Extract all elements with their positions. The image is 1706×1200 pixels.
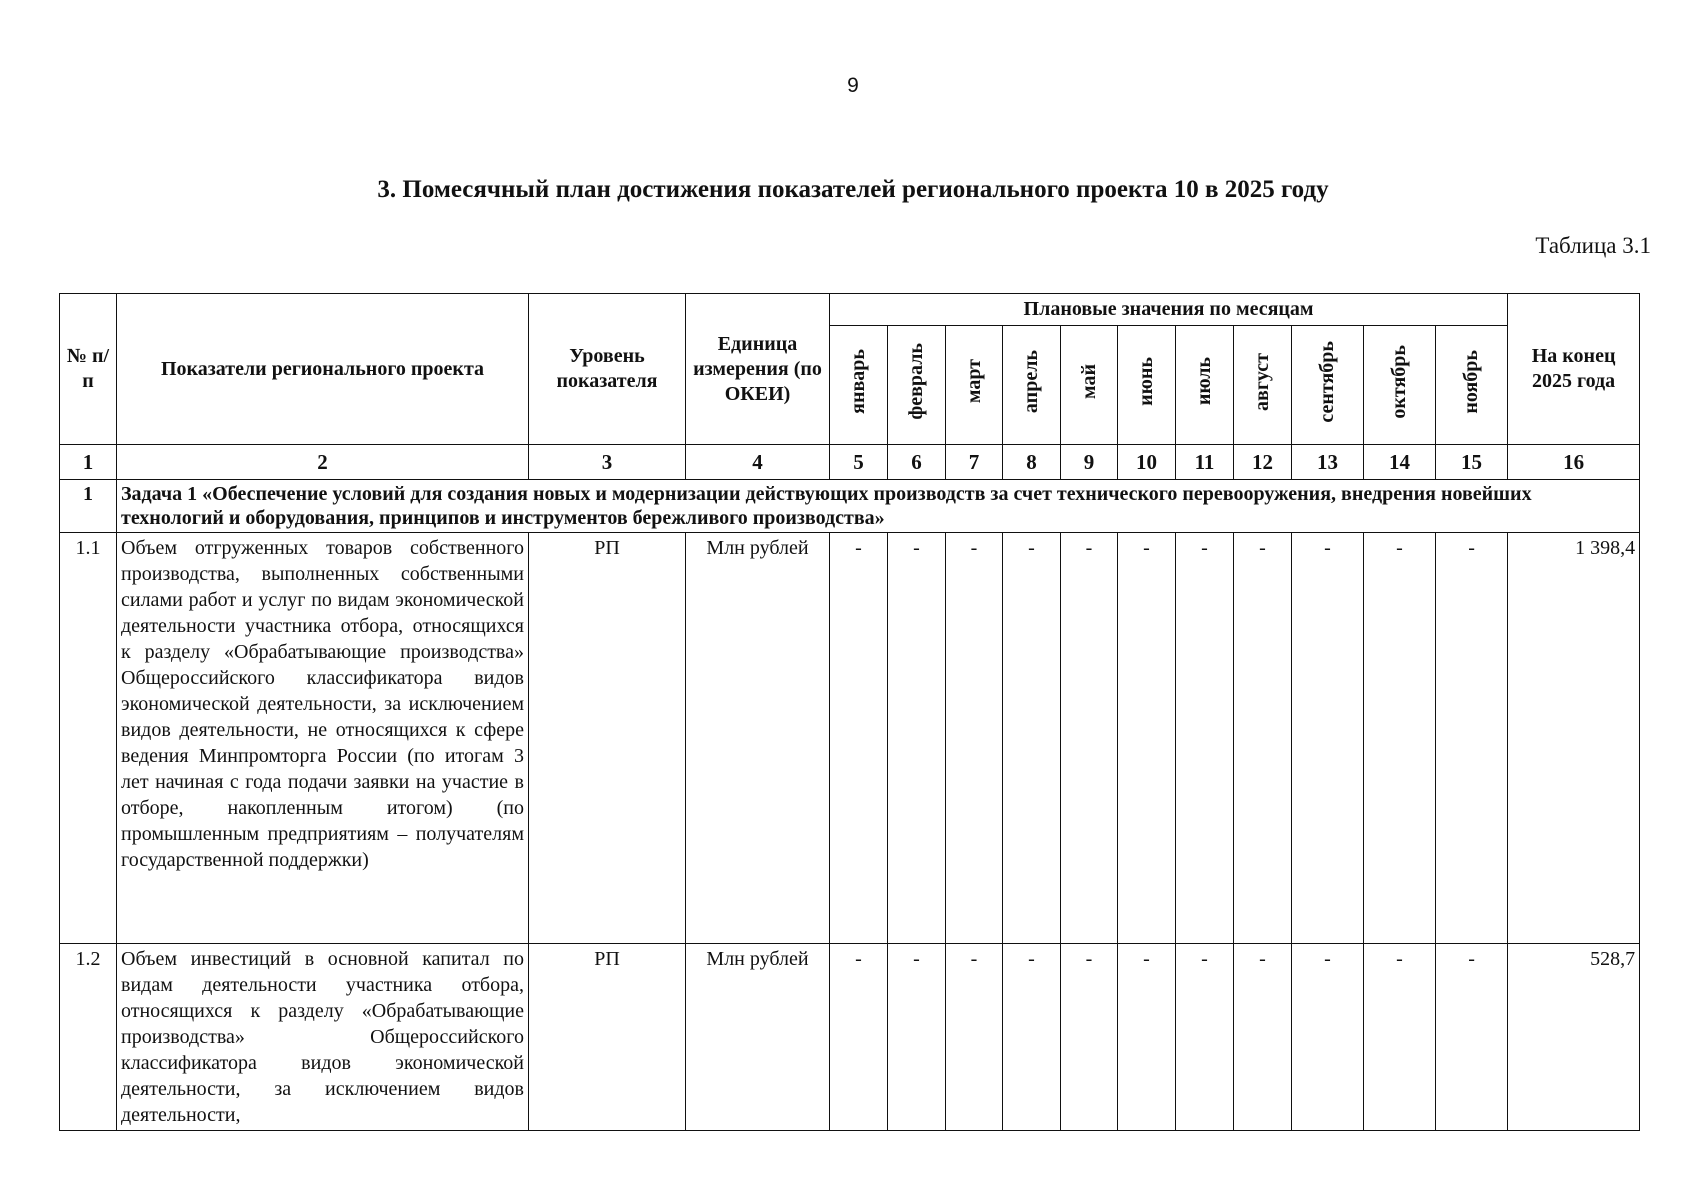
header-level: Уровень показателя	[529, 294, 686, 445]
row-indicator-name: Объем отгруженных товаров собственного производства, выполненных собственными силами работ и услуг по видам экономической деятельности участника отбора, относящихся к разделу «Обрабатывающие производства» Общероссийского классификатора видов экономической деятельности, за исключением видов деятельности, не относящихся к сфере ведения Минпромторга России (по итогам 3 лет начиная с года подачи заявки на участие в отборе, накопленным итогом) (по промышленным предприятиям – получателям государственной поддержки)	[117, 533, 529, 944]
task-text: Задача 1 «Обеспечение условий для создания новых и модернизации действующих производств за счет технического перевооружения, внедрения новейших технологий и оборудования, принципов и инструментов бережливого производства»	[117, 480, 1640, 533]
header-month: август	[1234, 326, 1292, 445]
row-num: 1.2	[60, 944, 117, 1131]
row-indicator-name: Объем инвестиций в основной капитал по видам деятельности участника отбора, относящихся к разделу «Обрабатывающие производства» Общероссийского классификатора видов экономической деятельности, за исключением видов деятельности,	[117, 944, 529, 1131]
task-num: 1	[60, 480, 117, 533]
column-number: 2	[117, 445, 529, 480]
header-month: январь	[830, 326, 888, 445]
header-monthly-group: Плановые значения по месяцам	[830, 294, 1508, 326]
header-month: сентябрь	[1292, 326, 1364, 445]
column-number: 7	[946, 445, 1003, 480]
row-num: 1.1	[60, 533, 117, 944]
row-month-value: -	[830, 533, 888, 944]
column-number: 10	[1118, 445, 1176, 480]
header-indicators: Показатели регионального проекта	[117, 294, 529, 445]
header-month: апрель	[1003, 326, 1061, 445]
row-month-value: -	[1292, 533, 1364, 944]
section-title: 3. Помесячный план достижения показателей регионального проекта 10 в 2025 году	[377, 176, 1329, 203]
column-number: 15	[1436, 445, 1508, 480]
row-month-value: -	[1364, 944, 1436, 1131]
row-month-value: -	[1436, 533, 1508, 944]
row-month-value: -	[1003, 533, 1061, 944]
monthly-plan-table	[59, 293, 1640, 1131]
page-number: 9	[847, 74, 859, 97]
column-number: 11	[1176, 445, 1234, 480]
row-month-value: -	[946, 944, 1003, 1131]
row-month-value: -	[1234, 533, 1292, 944]
column-number: 3	[529, 445, 686, 480]
column-number: 6	[888, 445, 946, 480]
table-row	[60, 944, 1640, 1131]
row-end-value: 528,7	[1508, 944, 1640, 1131]
column-numbers-row	[60, 445, 1640, 480]
header-month: июль	[1176, 326, 1234, 445]
table-row	[60, 533, 1640, 944]
header-unit: Единица измерения (по ОКЕИ)	[686, 294, 830, 445]
row-month-value: -	[1292, 944, 1364, 1131]
column-number: 16	[1508, 445, 1640, 480]
row-month-value: -	[1176, 944, 1234, 1131]
header-end-of-year: На конец 2025 года	[1508, 294, 1640, 445]
header-month: февраль	[888, 326, 946, 445]
column-number: 8	[1003, 445, 1061, 480]
row-level: РП	[529, 944, 686, 1131]
column-number: 13	[1292, 445, 1364, 480]
row-end-value: 1 398,4	[1508, 533, 1640, 944]
row-unit: Млн рублей	[686, 944, 830, 1131]
row-month-value: -	[1061, 533, 1118, 944]
header-month: июнь	[1118, 326, 1176, 445]
row-month-value: -	[830, 944, 888, 1131]
row-month-value: -	[888, 944, 946, 1131]
column-number: 5	[830, 445, 888, 480]
task-row	[60, 480, 1640, 533]
column-number: 1	[60, 445, 117, 480]
header-num: № п/п	[60, 294, 117, 445]
row-month-value: -	[1118, 944, 1176, 1131]
column-number: 9	[1061, 445, 1118, 480]
column-number: 14	[1364, 445, 1436, 480]
row-month-value: -	[1061, 944, 1118, 1131]
row-month-value: -	[1176, 533, 1234, 944]
row-month-value: -	[1436, 944, 1508, 1131]
row-month-value: -	[888, 533, 946, 944]
row-month-value: -	[1003, 944, 1061, 1131]
row-level: РП	[529, 533, 686, 944]
row-month-value: -	[1118, 533, 1176, 944]
row-month-value: -	[1364, 533, 1436, 944]
header-month: март	[946, 326, 1003, 445]
row-month-value: -	[1234, 944, 1292, 1131]
header-month: октябрь	[1364, 326, 1436, 445]
column-number: 4	[686, 445, 830, 480]
row-month-value: -	[946, 533, 1003, 944]
header-month: ноябрь	[1436, 326, 1508, 445]
column-number: 12	[1234, 445, 1292, 480]
row-unit: Млн рублей	[686, 533, 830, 944]
header-month: май	[1061, 326, 1118, 445]
table-caption: Таблица 3.1	[1535, 233, 1651, 258]
